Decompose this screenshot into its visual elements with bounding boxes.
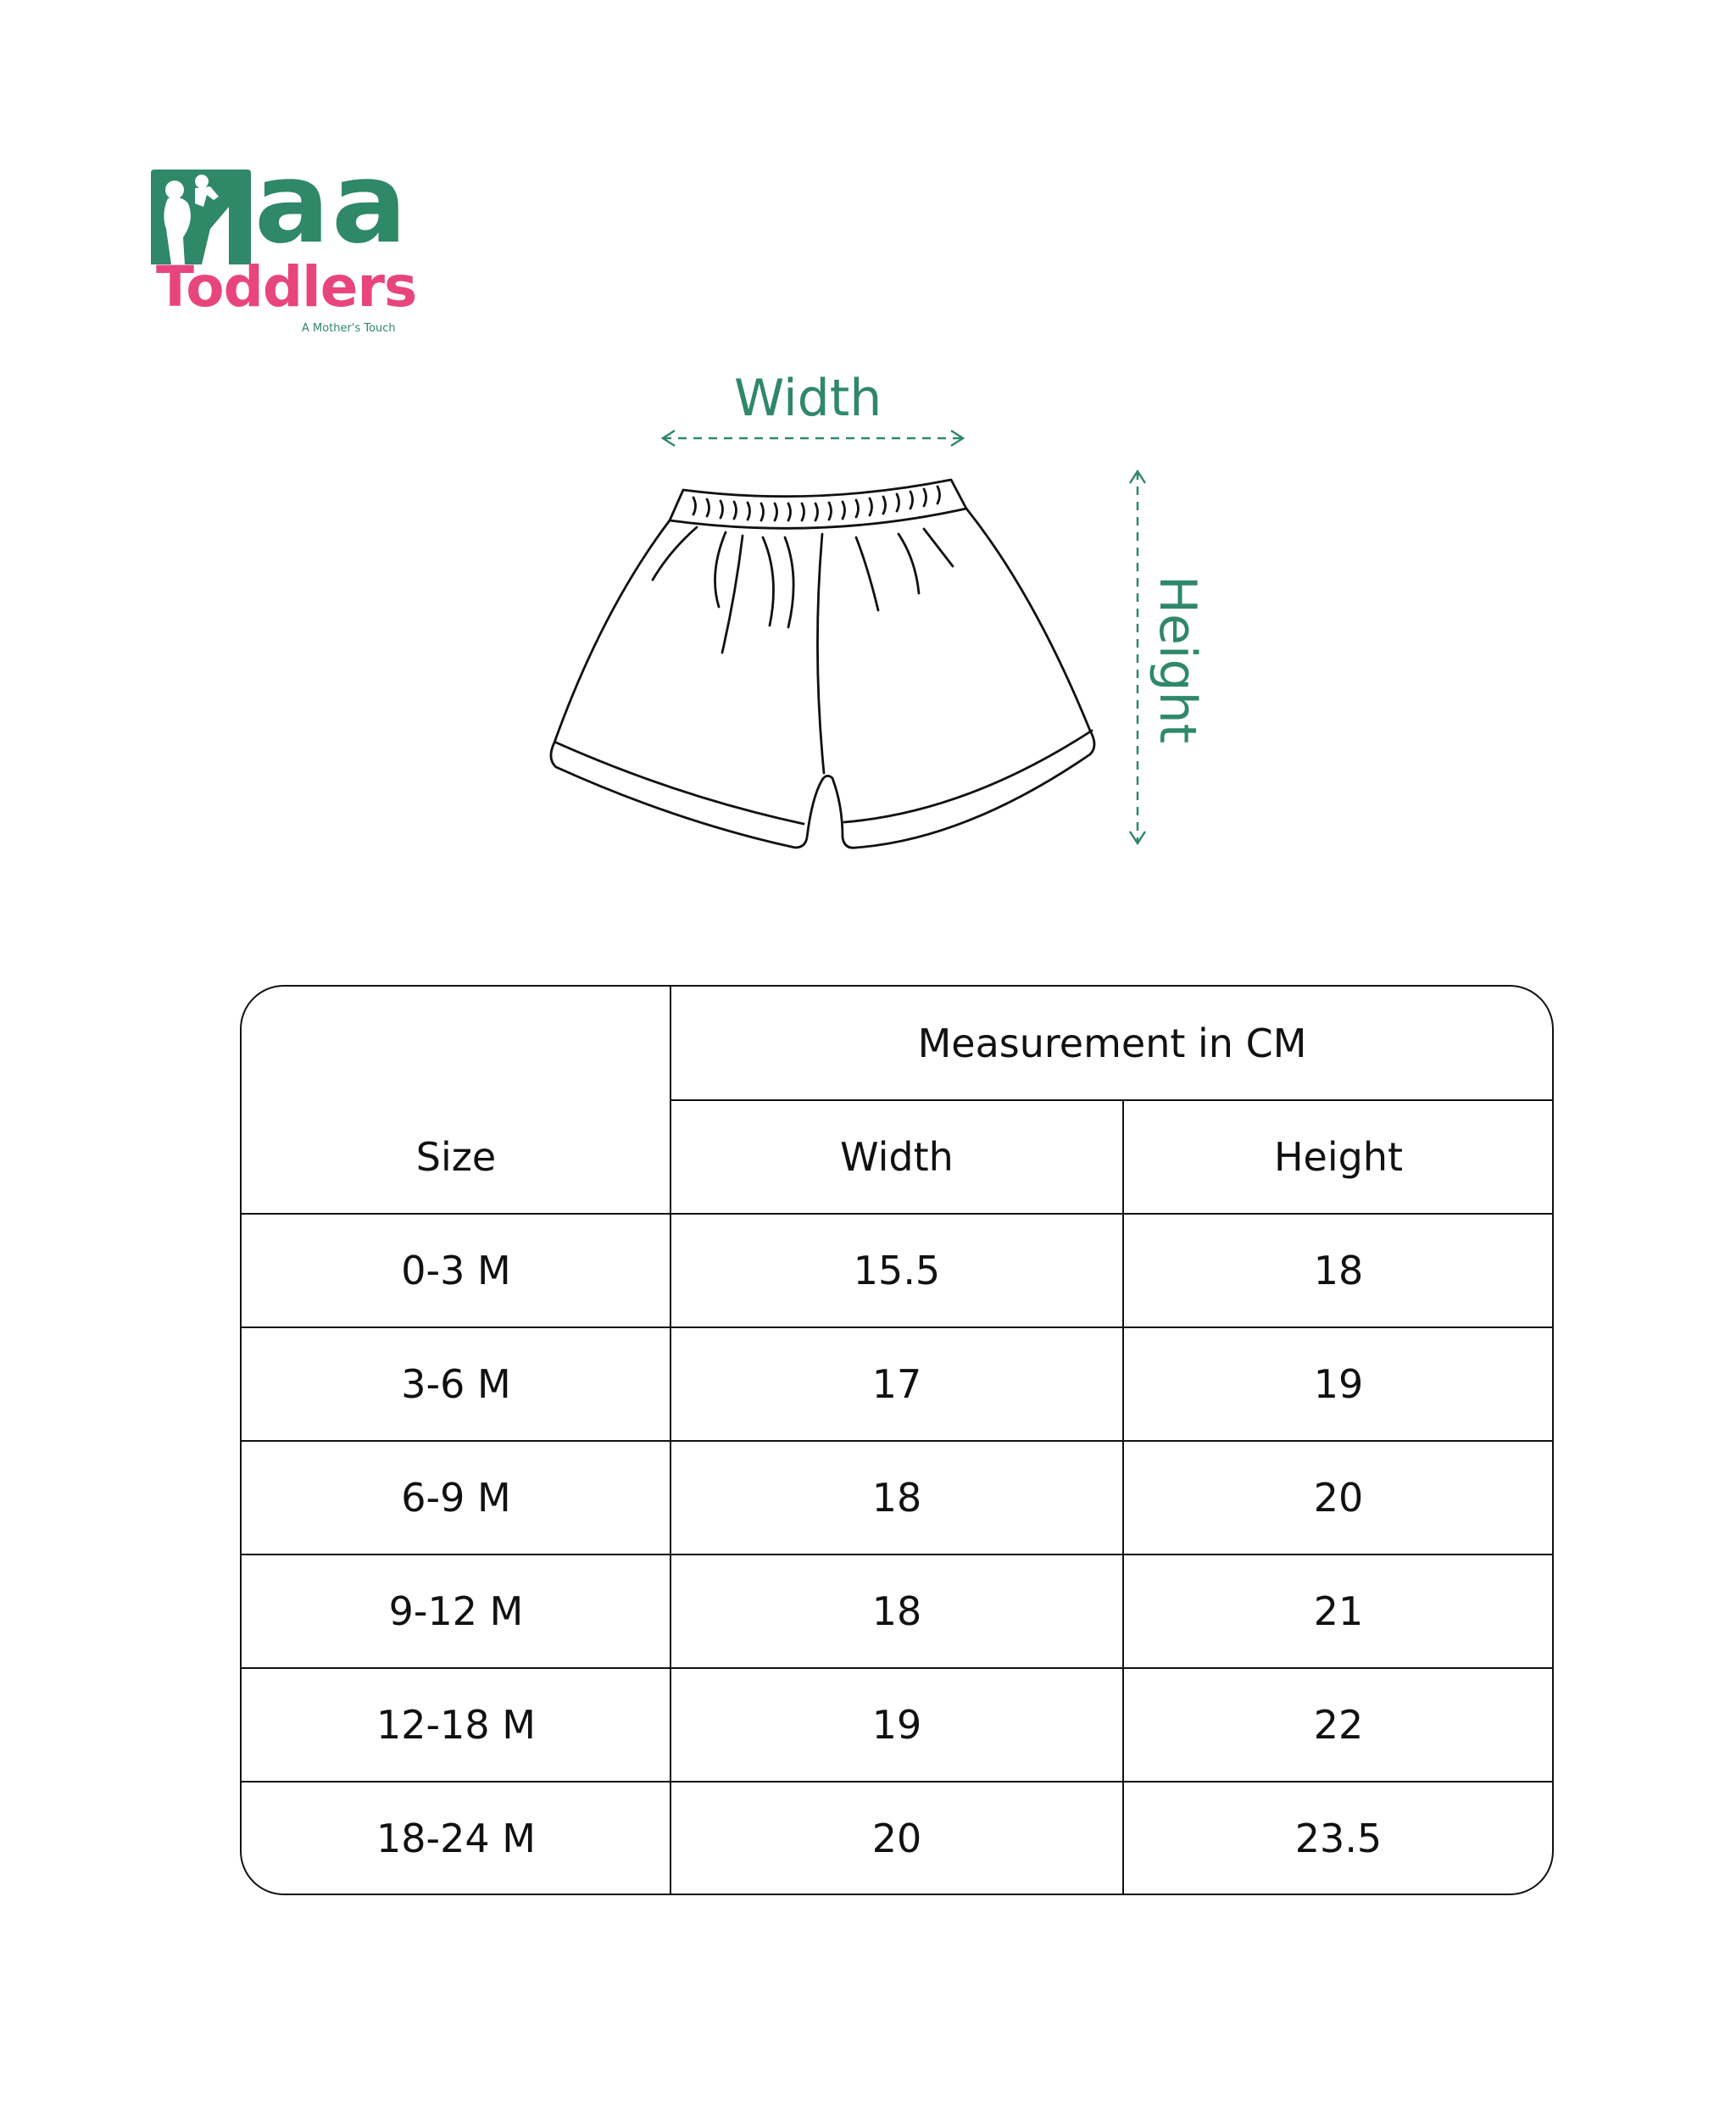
- table-row-width: 15.5: [853, 1248, 941, 1293]
- measurement-diagram: [0, 0, 1736, 932]
- shorts-outline-icon: [0, 0, 1736, 932]
- height-label: Height: [1148, 575, 1208, 744]
- brand-name-main: aa: [254, 138, 409, 269]
- table-row-height: 22: [1313, 1702, 1364, 1748]
- row-divider: [670, 1099, 1554, 1101]
- table-row-size: 0-3 M: [401, 1248, 511, 1293]
- table-row-width: 18: [871, 1588, 922, 1634]
- table-row-size: 3-6 M: [401, 1361, 511, 1407]
- table-row-width: 20: [871, 1816, 922, 1861]
- size-header: Size: [415, 1134, 497, 1180]
- table-row-size: 9-12 M: [388, 1588, 524, 1634]
- table-row-size: 18-24 M: [376, 1816, 536, 1861]
- table-row-height: 18: [1313, 1248, 1364, 1293]
- height-header: Height: [1273, 1134, 1404, 1180]
- width-label: Width: [734, 369, 882, 428]
- table-row-height: 19: [1313, 1361, 1364, 1407]
- measurement-group-header: Measurement in CM: [917, 1021, 1307, 1066]
- brand-tagline: A Mother's Touch: [302, 322, 396, 335]
- height-dimension-arrow: [1130, 471, 1145, 843]
- table-row-width: 18: [871, 1475, 922, 1521]
- table-row-size: 12-18 M: [376, 1702, 536, 1748]
- table-row-width: 19: [871, 1702, 922, 1748]
- table-row-height: 23.5: [1294, 1816, 1383, 1861]
- width-dimension-arrow: [663, 431, 963, 446]
- table-row-height: 20: [1313, 1475, 1364, 1521]
- width-header: Width: [840, 1134, 954, 1180]
- table-row-size: 6-9 M: [401, 1475, 511, 1521]
- table-row-height: 21: [1313, 1588, 1364, 1634]
- size-chart-table: [240, 985, 1554, 1895]
- brand-name-sub: Toddlers: [156, 254, 417, 320]
- table-row-width: 17: [871, 1361, 922, 1407]
